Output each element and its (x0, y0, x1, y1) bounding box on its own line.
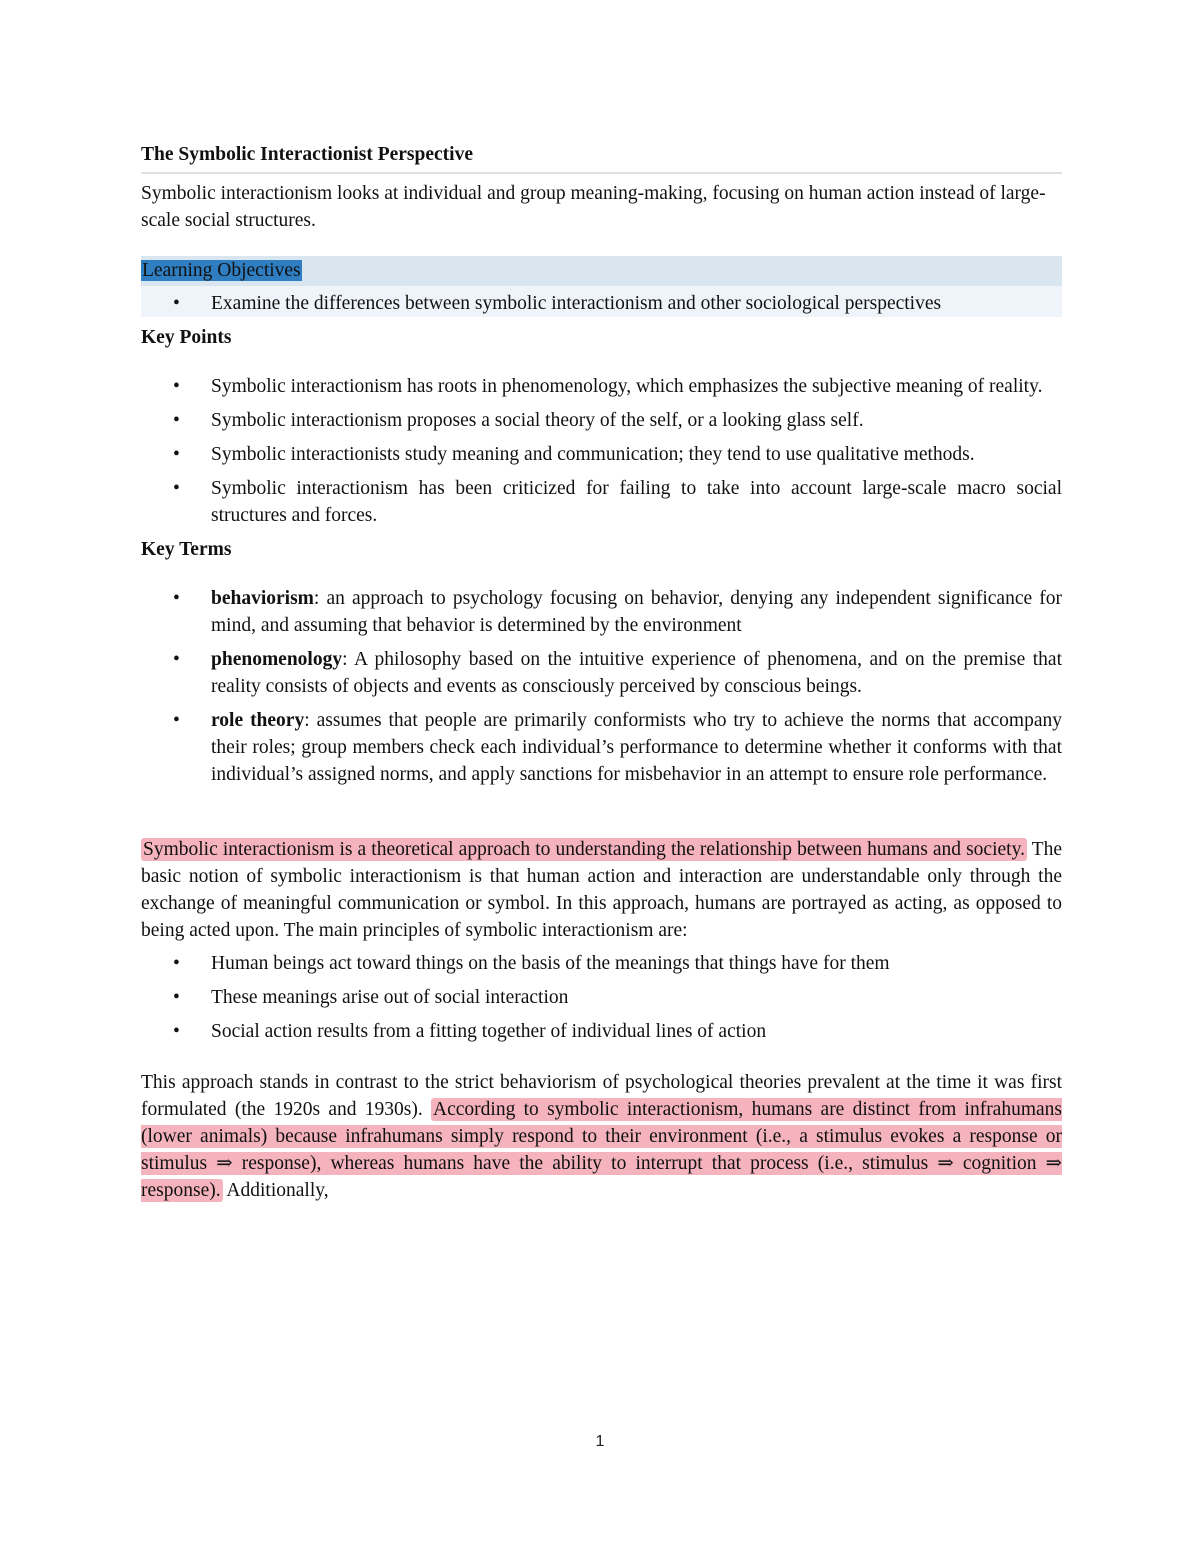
key-terms-heading: Key Terms (141, 539, 232, 560)
principle-item: • Human beings act toward things on the basis of the meanings that things have for them (211, 950, 1062, 977)
term-name: role theory (211, 710, 305, 731)
key-points-list (141, 373, 1062, 529)
key-term-item (211, 707, 1062, 788)
principles-list (141, 950, 1062, 1045)
key-term-item (211, 585, 1062, 639)
term-name: phenomenology (211, 649, 343, 670)
body-paragraph-2 (141, 1069, 1062, 1204)
key-points-heading: Key Points (141, 327, 232, 348)
key-point-item: • Symbolic interactionism proposes a social theory of the self, or a looking glass self. (211, 407, 1062, 434)
paragraph-text: This approach stands in contrast to the strict behaviorism of psychological theories prevalent at the time it was first formulated (the 1920s and 1930s). (141, 1072, 1062, 1120)
term-definition: : an approach to psychology focusing on behavior, denying any independent significance for mind, and assuming that behavior is determined by the environment (211, 588, 1062, 636)
highlighted-text: Symbolic interactionism is a theoretical approach to understanding the relationship between humans and society. (143, 839, 1025, 860)
body-paragraph-1 (141, 836, 1062, 944)
term-definition: : A philosophy based on the intuitive experience of phenomena, and on the premise that reality consists of objects and events as consciously perceived by conscious beings. (211, 649, 1062, 697)
highlighted-text: According to symbolic interactionism, humans are distinct from infrahumans (lower animals) because infrahumans simply respond to their environment (i.e., a stimulus evokes a response or stimulus ⇒ response), whereas humans have the ability to interrupt that process (i.e., stimulus ⇒ cognition ⇒ response). (141, 1099, 1063, 1201)
learning-objectives-body (141, 286, 1062, 317)
objective-item: • Examine the differences between symbolic interactionism and other sociological perspectives (211, 290, 1062, 317)
principle-item: • Social action results from a fitting together of individual lines of action (211, 1018, 1062, 1045)
summary-text: Symbolic interactionism looks at individual and group meaning-making, focusing on human action instead of large-scale social structures. (141, 183, 1046, 231)
term-name: behaviorism (211, 588, 314, 609)
term-definition: : assumes that people are primarily conformists who try to achieve the norms that accompany their roles; group members check each individual’s performance to determine whether it conforms with that individual’s assigned norms, and apply sanctions for misbehavior in an attempt to ensure role performance. (211, 710, 1062, 785)
learning-objectives-list (141, 290, 1062, 317)
principle-item: • These meanings arise out of social interaction (211, 984, 1062, 1011)
page-number: 1 (595, 1433, 605, 1450)
key-term-item (211, 646, 1062, 700)
page-title: The Symbolic Interactionist Perspective (141, 141, 1062, 174)
key-point-item: • Symbolic interactionism has been criticized for failing to take into account large-scale macro social structures and forces. (211, 475, 1062, 529)
document-content (141, 141, 1062, 1204)
paragraph-text: The basic notion of symbolic interactionism is that human action and interaction are understandable only through the exchange of meaningful communication or symbol. In this approach, humans are portrayed as acting, as opposed to being acted upon. The main principles of symbolic interactionism are: (141, 839, 1062, 941)
key-point-item: • Symbolic interactionism has roots in phenomenology, which emphasizes the subjective meaning of reality. (211, 373, 1062, 400)
key-terms-list (141, 585, 1062, 788)
learning-objectives-heading: Learning Objectives (141, 256, 1062, 286)
paragraph-text: Additionally, (222, 1180, 329, 1201)
learning-objectives-box (141, 256, 1062, 317)
key-point-item: • Symbolic interactionists study meaning and communication; they tend to use qualitative methods. (211, 441, 1062, 468)
